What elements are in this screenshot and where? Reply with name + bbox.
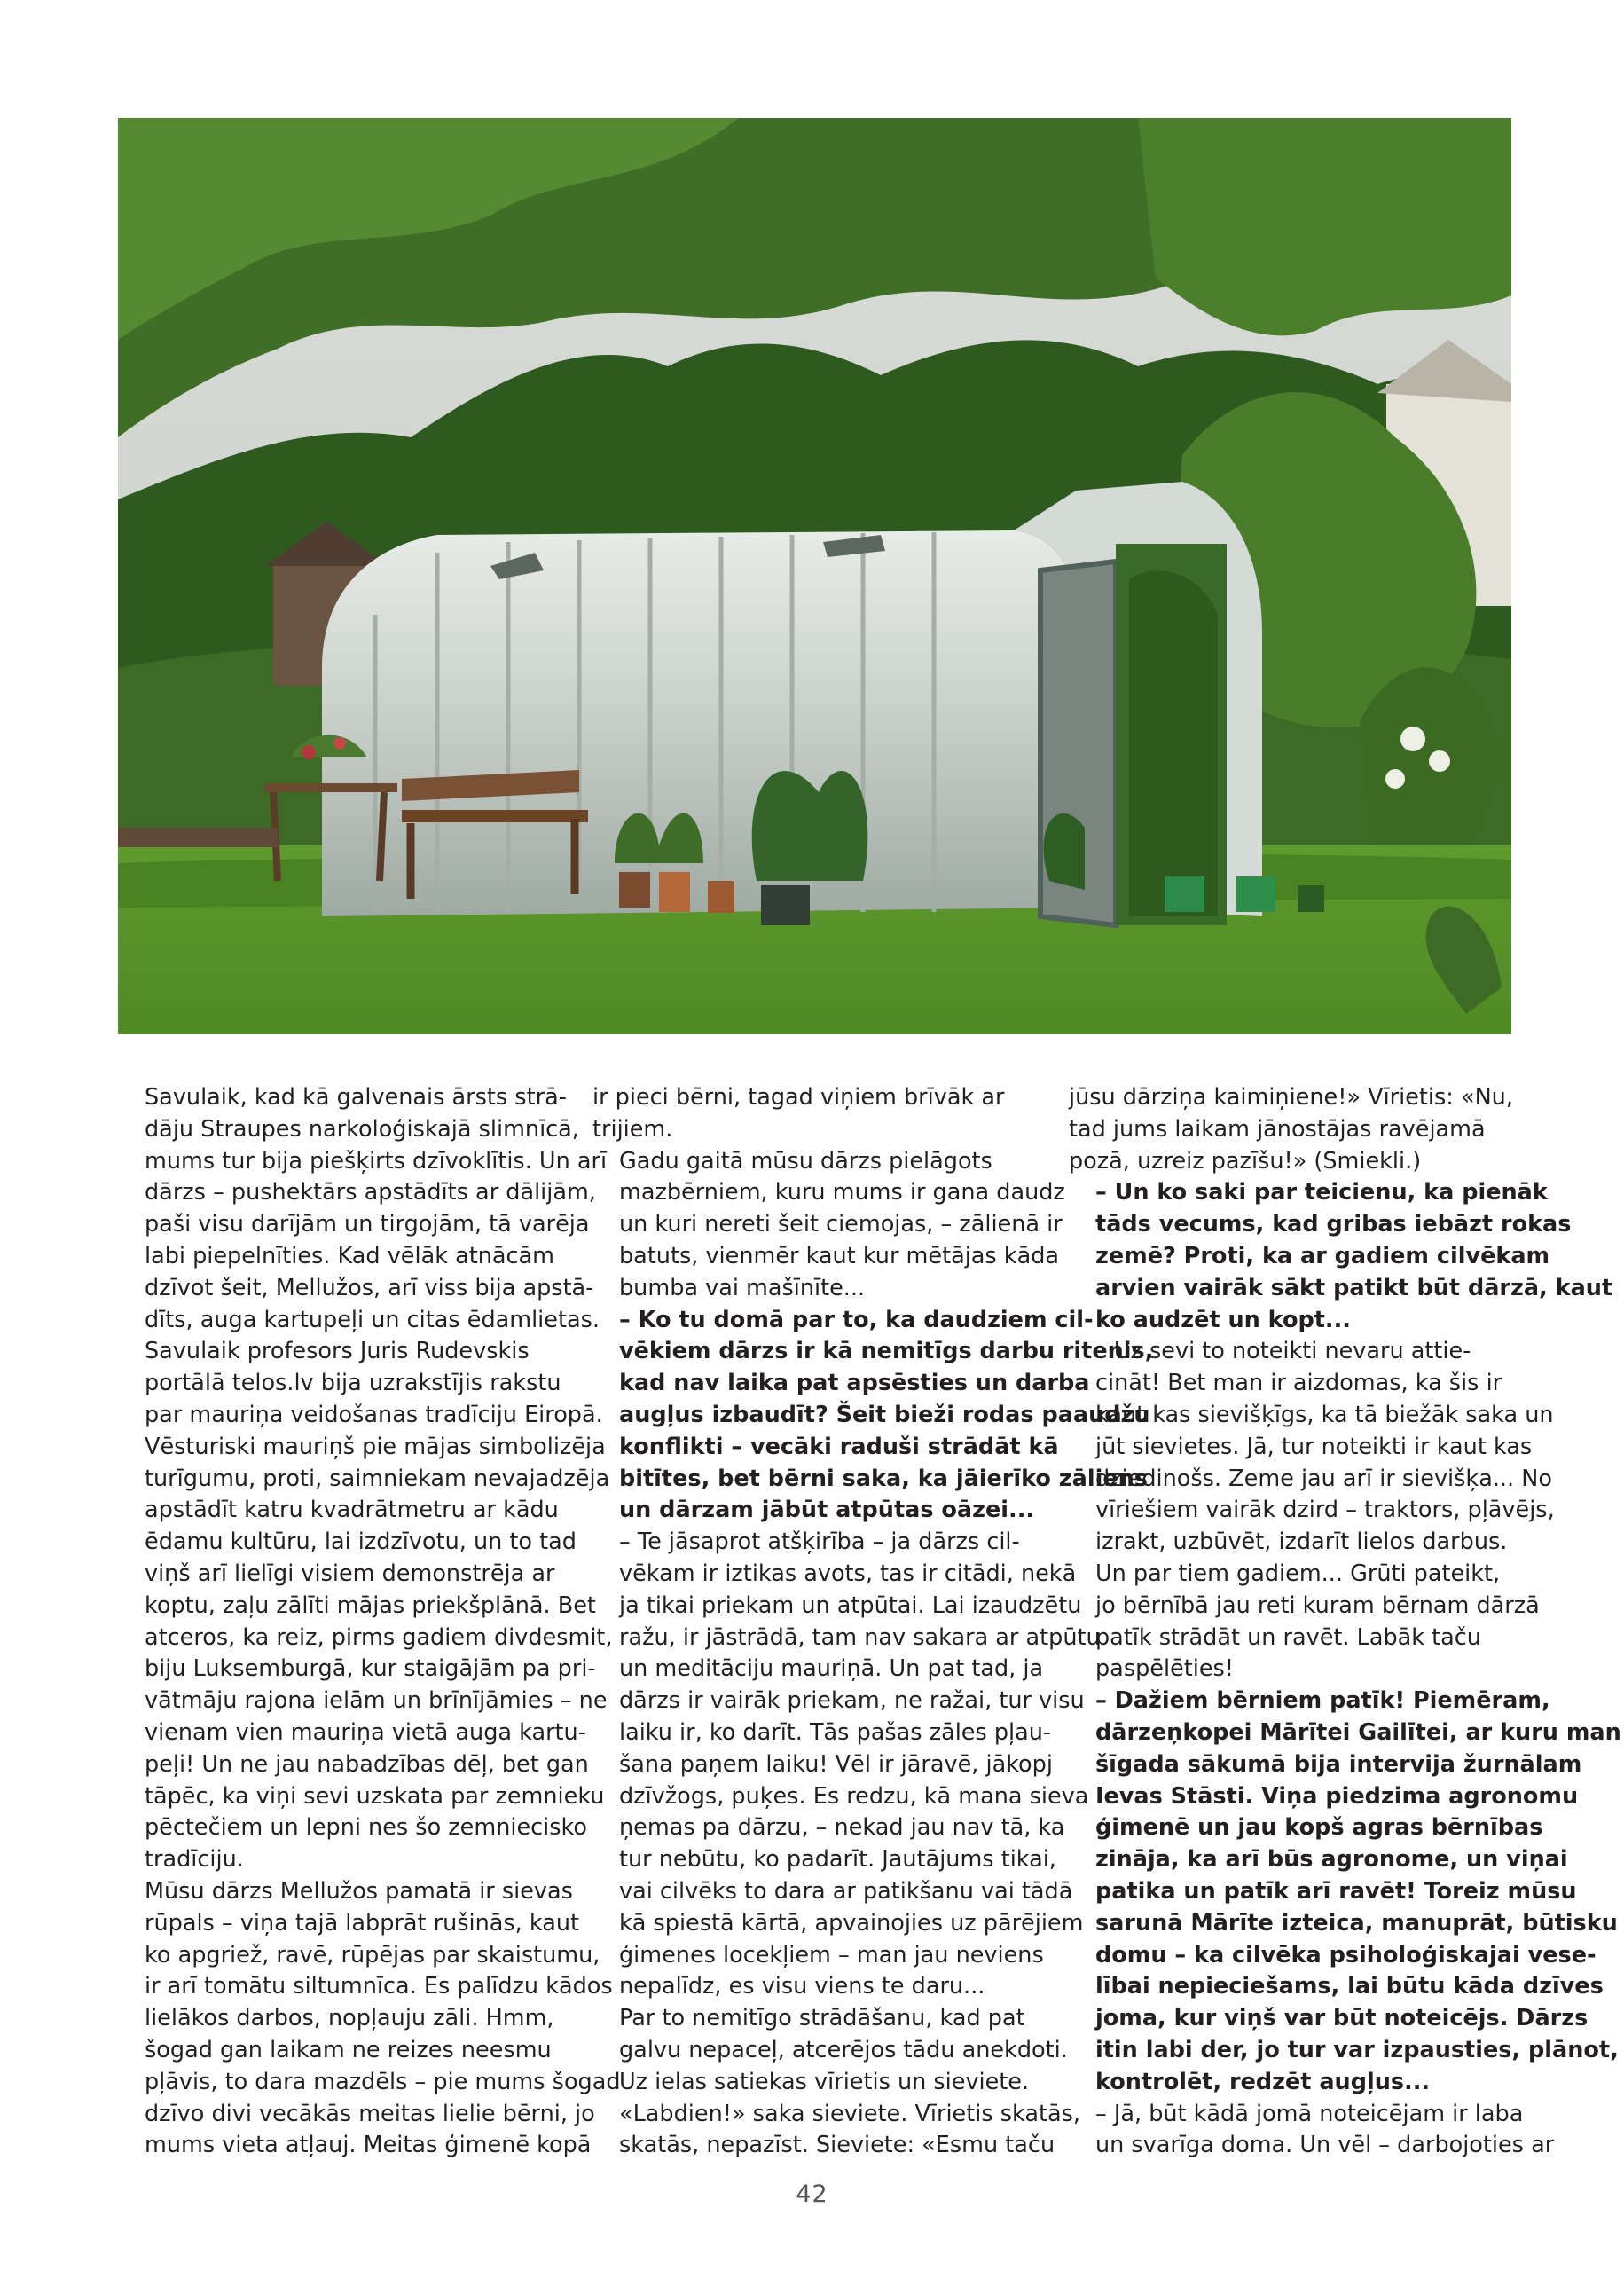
article-column-2: [592, 1082, 1154, 2162]
paragraph: jūsu dārziņa kaimiņiene!» Vīrietis: «Nu, tad jums laikam jānostājas ravējamā pozā, uzreiz pazīšu!» (Smiekli.): [1069, 1084, 1513, 1175]
paragraph: Mūsu dārzs Mellužos pamatā ir sievas rūpals – viņa tajā labprāt rušinās, kaut ko apgriež, ravē, rūpējas par skaistumu, ir arī tomātu siltumnīca. Es palīdzu kādos lielākos darbos, nopļauju zāli. Hmm, šogad gan laikam ne reizes neesmu pļāvis, to dara mazdēls – pie mums šogad dzīvo divi vecākās meitas lielie bērni, jo mums vieta atļauj. Meitas ģimenē kopā: [145, 1877, 621, 2159]
paragraph: Savulaik, kad kā galvenais ārsts strā- dāju Straupes narkoloģiskajā slimnīcā, mums tur bija piešķirts dzīvoklītis. Un arī dārzs – pushektārs apstādīts ar dālijām, paši visu darījām un tirgojām, tā varēja labi piepelnīties. Kad vēlāk atnācām dzīvot šeit, Mellužos, arī viss bija apstā- dīts, auga kartupeļi un citas ēdamlietas.: [145, 1084, 608, 1333]
interview-question: – Un ko saki par teicienu, ka pienāk tāds vecums, kad gribas iebāzt rokas zemē? Proti, ka ar gadiem cilvēkam arvien vairāk sākt patikt būt dārzā, kaut ko audzēt un kopt...: [1095, 1179, 1613, 1333]
article-column-1: [118, 1082, 621, 2162]
paragraph: – Uz sevi to noteikti nevaru attie- cināt! Bet man ir aizdomas, ka šis ir kaut kas sievišķīgs, ka tā biežāk saka un jūt sievietes. Jā, tur noteikti ir kaut kas dziedinošs. Zeme jau arī ir sievišķa... No vīriešiem vairāk dzird – traktors, pļāvējs, izrakt, uzbūvēt, izdarīt lielos darbus.: [1095, 1338, 1555, 1556]
paragraph: Savulaik profesors Juris Rudevskis portālā telos.lv bija uzrakstījis rakstu par mauriņa veidošanas tradīciju Eiropā. Vēsturiski mauriņš pie mājas simbolizēja turīgumu, proti, saimniekam nevajadzēja apstādīt katru kvadrātmetru ar kādu ēdamu kultūru, lai izdzīvotu, un to tad viņš arī lielīgi visiem demonstrēja ar koptu, zaļu zālīti mājas priekšplānā. Bet atceros, ka reiz, pirms gadiem divdesmit, biju Luksemburgā, kur staigājām pa pri- vātmāju rajona ielām un brīnījāmies – ne vienam vien mauriņa vietā auga kartu- peļi! Un ne jau nabadzības dēļ, bet gan tāpēc, ka viņi sevi uzskata par zemnieku pēctečiem un lepni nes šo zemniecisko tradīciju.: [145, 1338, 613, 1874]
article-column-3: [1069, 1082, 1621, 2162]
paragraph: – Jā, būt kādā jomā noteicējam ir laba un svarīga doma. Un vēl – darbojoties ar: [1095, 2100, 1555, 2159]
paragraph: Gadu gaitā mūsu dārzs pielāgots mazbērniem, kuru mums ir gana daudz un kuri nereti šeit ciemojas, – zālienā ir batuts, vienmēr kaut kur mētājas kāda bumba vai mašīnīte...: [619, 1147, 1065, 1301]
paragraph: Par to nemitīgo strādāšanu, kad pat galvu nepaceļ, atcerējos tādu anekdoti. Uz ielas satiekas vīrietis un sieviete. «Labdien!» saka sieviete. Vīrietis skatās, skatās, nepazīst. Sieviete: «Esmu taču: [619, 2005, 1080, 2159]
interview-question: – Dažiem bērniem patīk! Piemēram, dārzeņkopei Mārītei Gailītei, ar kuru man šīgada sākumā bija intervija žurnālam Ievas Stāsti. Viņa piedzima agronomu ģimenē un jau kopš agras bērnības zināja, ka arī būs agronome, un viņai patika un patīk arī ravēt! Toreiz mūsu sarunā Mārīte izteica, manuprāt, būtisku domu – ka cilvēka psiholoģiskajai vese- lībai nepieciešams, lai būtu kāda dzīves joma, kur viņš var būt noteicējs. Dārzs itin labi der, jo tur var izpausties, plānot, kontrolēt, redzēt augļus...: [1095, 1687, 1621, 2095]
paragraph: – Te jāsaprot atšķirība – ja dārzs cil- vēkam ir iztikas avots, tas ir citādi, nekā ja tikai priekam un atpūtai. Lai izaudzētu ražu, ir jāstrādā, tam nav sakara ar atpūtu un meditāciju mauriņā. Un pat tad, ja dārzs ir vairāk priekam, ne ražai, tur visu laiku ir, ko darīt. Tās pašas zāles pļau- šana paņem laiku! Vēl ir jāravē, jākopj dzīvžogs, puķes. Es redzu, kā mana sieva ņemas pa dārzu, – nekad jau nav tā, ka tur nebūtu, ko padarīt. Jautājums tikai, vai cilvēks to dara ar patikšanu vai tādā kā spiestā kārtā, apvainojies uz pārējiem ģimenes locekļiem – man jau neviens nepalīdz, es visu viens te daru...: [619, 1528, 1101, 2000]
paragraph: Un par tiem gadiem... Grūti pateikt, jo bērnībā jau reti kuram bērnam dārzā patīk strādāt un ravēt. Labāk taču paspēlēties!: [1095, 1560, 1540, 1683]
article-photo-greenhouse: [118, 118, 1511, 1034]
paragraph: ir pieci bērni, tagad viņiem brīvāk ar trijiem.: [592, 1084, 1005, 1143]
page-number: 42: [796, 2181, 828, 2208]
interview-question: – Ko tu domā par to, ka daudziem cil- vēkiem dārzs ir kā nemitīgs darbu ritenis, kad nav laika pat apsēsties un darba augļus izbaudīt? Šeit bieži rodas paaudžu konflikti – vecāki raduši strādāt kā bitītes, bet bērni saka, ka jāierīko zāliens un dārzam jābūt atpūtas oāzei...: [619, 1306, 1154, 1524]
